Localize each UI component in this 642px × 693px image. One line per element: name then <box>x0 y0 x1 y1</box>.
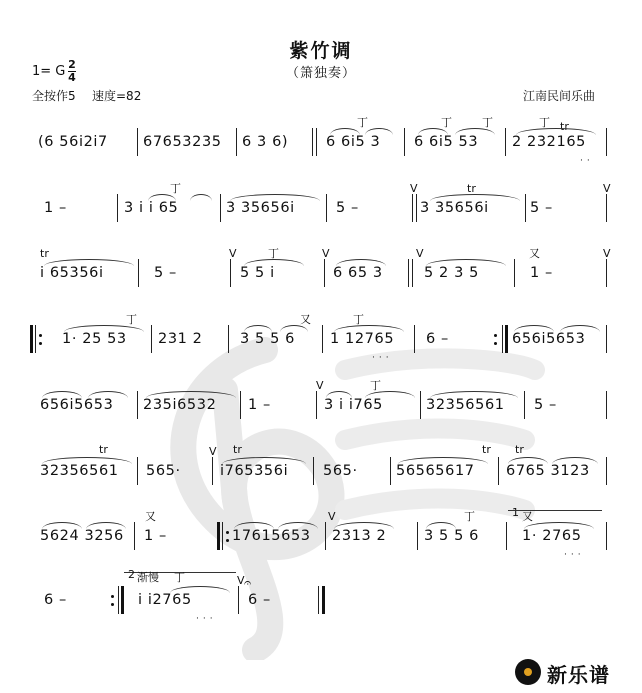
breath-mark: V <box>316 379 324 392</box>
measure: 6 6i5 3 <box>326 134 381 150</box>
breath-mark: V <box>603 182 611 195</box>
breath-mark: V <box>416 247 424 260</box>
measure: 3 5 5 6 <box>240 331 295 347</box>
score-line-2 <box>0 178 642 238</box>
ding-mark: 丁 <box>464 510 475 523</box>
score-line-1: 丁 丁 丁 丁 tr (6 56i2i7 67653235 6 3 6) 6 6i5 3 6 6i5 53 2 232165 ·· <box>0 112 642 172</box>
measure: i765356i <box>220 463 289 479</box>
measure: 32356561 <box>40 463 119 479</box>
ding-mark: 丁 <box>170 182 181 195</box>
breath-mark: V <box>328 510 336 523</box>
slowing-mark: 渐慢 <box>137 571 159 584</box>
measure: 1· 2765 <box>522 528 582 544</box>
trill-mark: tr <box>467 182 476 195</box>
composer-credit: 江南民间乐曲 <box>523 89 596 103</box>
measure: 1 – <box>44 200 67 216</box>
breath-mark: V <box>237 574 245 587</box>
score-line-4: 丁 又 丁 1· 25 53 231 2 3 5 5 6 1 12765 ··· 6 – 656i5653 <box>0 309 642 369</box>
page-title: 紫竹调 <box>289 40 353 62</box>
score-line-5 <box>0 375 642 435</box>
ding-mark: 丁 <box>268 247 279 260</box>
breath-mark: V <box>603 247 611 260</box>
measure: (6 56i2i7 <box>38 134 108 150</box>
ding-mark: 丁 <box>126 313 137 326</box>
trill-mark: tr <box>233 443 242 456</box>
measure: 5624 3256 <box>40 528 124 544</box>
ding-mark: 丁 <box>353 313 364 326</box>
measure: 565· <box>323 463 358 479</box>
trill-mark: tr <box>515 443 524 456</box>
measure: 656i5653 <box>512 331 586 347</box>
measure: 6 3 6) <box>242 134 289 150</box>
time-numerator: 2 <box>68 58 76 71</box>
measure: 1 – <box>144 528 167 544</box>
ding-mark: 丁 <box>370 379 381 392</box>
measure: 17615653 <box>232 528 311 544</box>
ding-mark: 丁 <box>539 116 550 129</box>
measure: 5 5 i <box>240 265 275 281</box>
trill-mark: tr <box>560 120 569 133</box>
site-logo-text: 新乐谱 <box>547 663 610 687</box>
trill-mark: tr <box>99 443 108 456</box>
measure: 6 65 3 <box>333 265 383 281</box>
score-line-8: 2 渐慢 丁 V 𝄐 6 – i i2765 ··· 6 – <box>0 570 642 630</box>
ding-mark: 丁 <box>441 116 452 129</box>
measure: 656i5653 <box>40 397 114 413</box>
measure: 3 35656i <box>420 200 489 216</box>
ding-mark: 丁 <box>357 116 368 129</box>
tempo-marking: 速度=82 <box>92 89 142 103</box>
measure: 5 – <box>530 200 553 216</box>
measure: 5 – <box>534 397 557 413</box>
measure: 2 232165 <box>512 134 586 150</box>
measure: 3 35656i <box>226 200 295 216</box>
breath-mark: V <box>410 182 418 195</box>
trill-mark: tr <box>482 443 491 456</box>
volta-2-label: 2 <box>128 568 135 581</box>
measure: 2313 2 <box>332 528 387 544</box>
breath-mark: V <box>229 247 237 260</box>
time-signature <box>68 60 76 83</box>
measure: 1 – <box>248 397 271 413</box>
measure: 1 12765 <box>330 331 395 347</box>
breath-mark: V <box>322 247 330 260</box>
you-mark: 又 <box>522 510 533 523</box>
measure: 67653235 <box>143 134 222 150</box>
score-line-6 <box>0 441 642 501</box>
measure: 6 – <box>248 592 271 608</box>
measure: 32356561 <box>426 397 505 413</box>
measure: 3 i i765 <box>324 397 383 413</box>
fermata-icon: 𝄐 <box>244 576 252 591</box>
measure: 235i6532 <box>143 397 217 413</box>
measure: i 65356i <box>40 265 104 281</box>
trill-mark: tr <box>40 247 49 260</box>
measure: 6 – <box>44 592 67 608</box>
measure: 6 6i5 53 <box>414 134 479 150</box>
measure: 231 2 <box>158 331 203 347</box>
you-mark: 又 <box>145 510 156 523</box>
site-logo <box>515 657 635 687</box>
key-signature: 1= G <box>32 64 66 79</box>
ding-mark: 丁 <box>174 571 185 584</box>
measure: 6765 3123 <box>506 463 590 479</box>
measure: 3 i i 65 <box>124 200 179 216</box>
measure: 5 – <box>336 200 359 216</box>
you-mark: 又 <box>529 247 540 260</box>
record-icon <box>515 659 541 685</box>
measure: 3 5 5 6 <box>424 528 479 544</box>
fingering-note: 全按作5 <box>32 89 76 103</box>
measure: 56565617 <box>396 463 475 479</box>
you-mark: 又 <box>300 313 311 326</box>
score-line-3 <box>0 243 642 303</box>
volta-1-label: 1 <box>512 506 519 519</box>
measure: 565· <box>146 463 181 479</box>
ding-mark: 丁 <box>482 116 493 129</box>
measure: i i2765 <box>138 592 192 608</box>
measure: 5 2 3 5 <box>424 265 479 281</box>
measure: 1 – <box>530 265 553 281</box>
time-denominator: 4 <box>68 71 76 84</box>
score-line-7: 又 V 丁 1 又 5624 3256 1 – 17615653 2313 2 3 5 5 6 1· 2765 ··· <box>0 506 642 566</box>
page-subtitle: （箫独奏） <box>285 66 356 81</box>
measure: 6 – <box>426 331 449 347</box>
breath-mark: V <box>209 445 217 458</box>
measure: 5 – <box>154 265 177 281</box>
measure: 1· 25 53 <box>62 331 127 347</box>
